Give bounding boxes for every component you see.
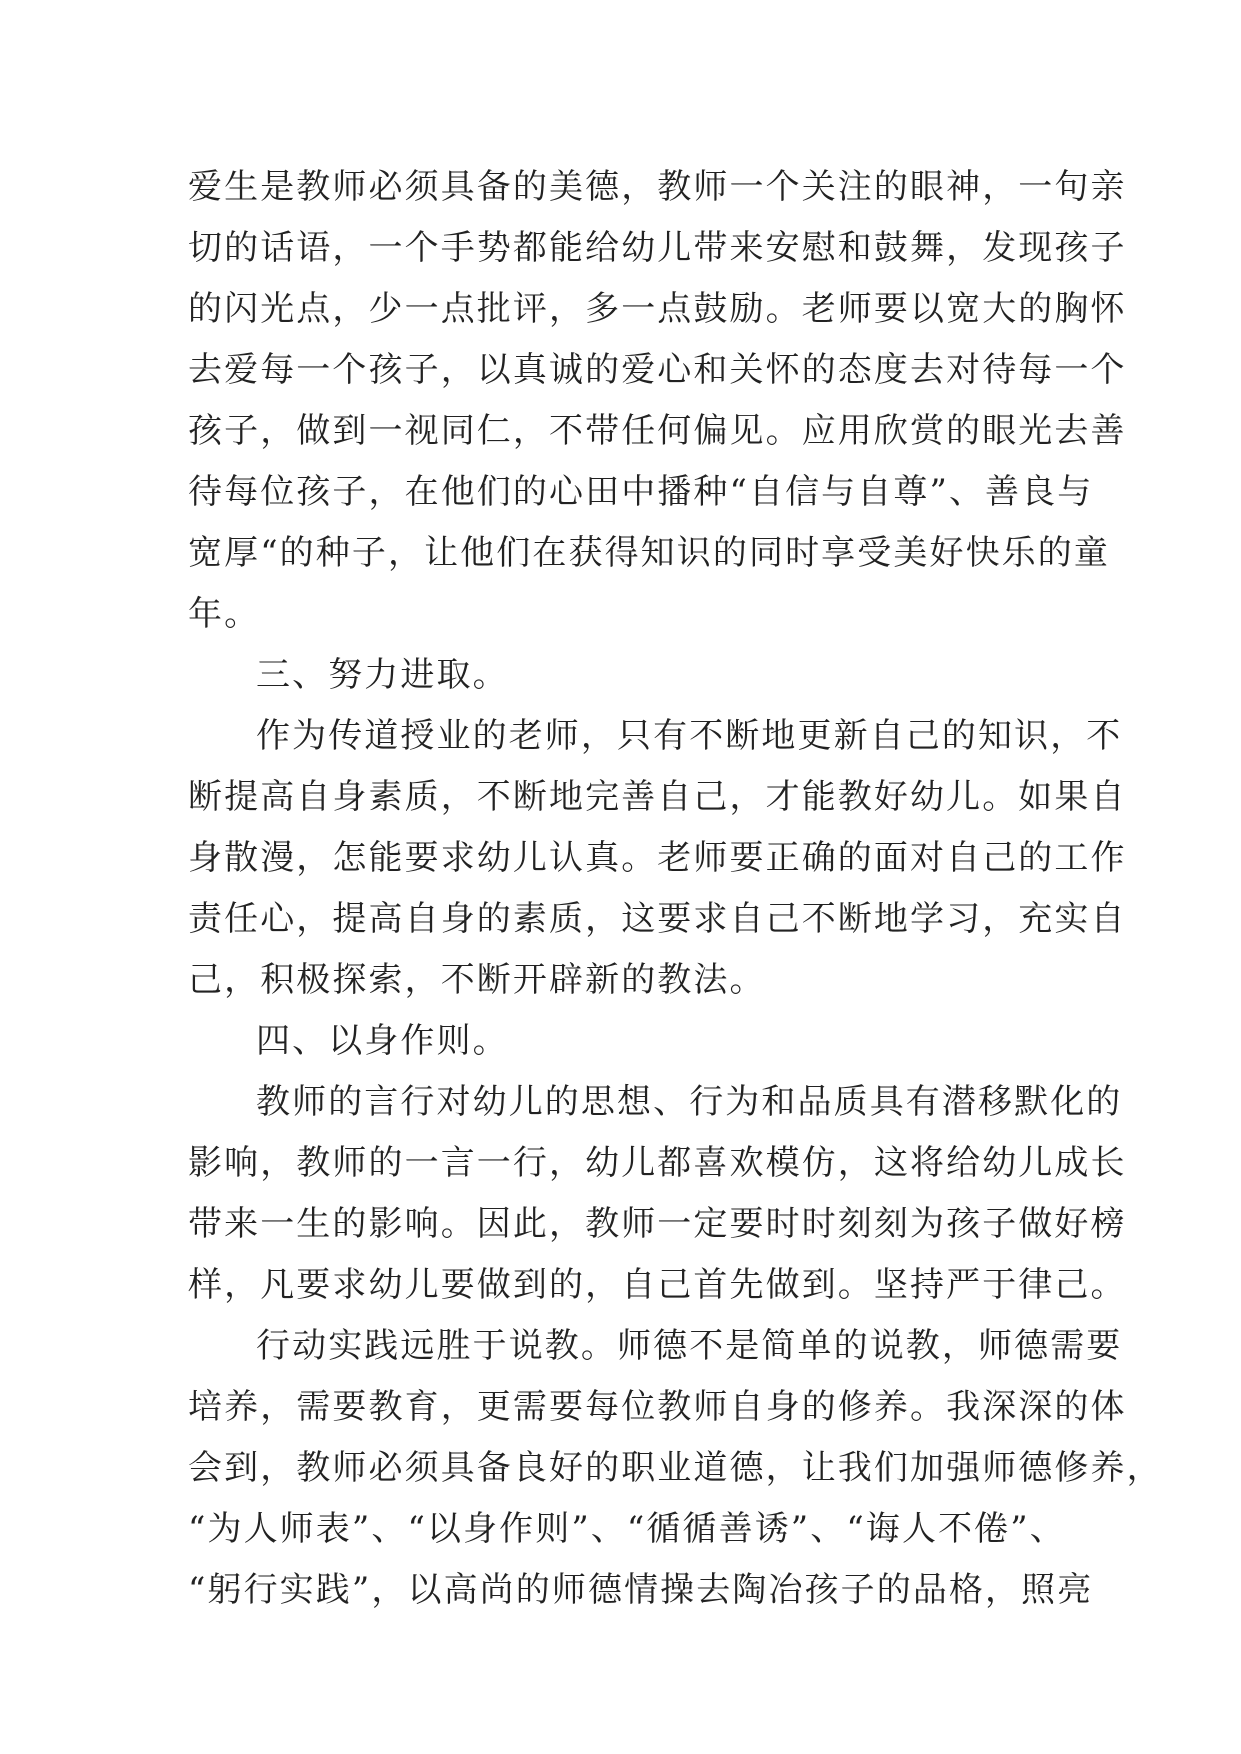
text-line: 影响，教师的一言一行，幼儿都喜欢模仿，这将给幼儿成长 — [188, 1143, 1127, 1183]
text-line: 己，积极探索，不断开辟新的教法。 — [188, 960, 766, 1000]
text-line: 的闪光点，少一点批评，多一点鼓励。老师要以宽大的胸怀 — [188, 289, 1127, 329]
text-line: 身散漫，怎能要求幼儿认真。老师要正确的面对自己的工作 — [188, 838, 1127, 878]
text-line: 带来一生的影响。因此，教师一定要时时刻刻为孩子做好榜 — [188, 1204, 1127, 1244]
text-line: 培养，需要教育，更需要每位教师自身的修养。我深深的体 — [188, 1387, 1127, 1427]
section-heading: 四、以身作则。 — [256, 1021, 509, 1061]
text-line: “躬行实践”，以高尚的师德情操去陶冶孩子的品格，照亮 — [188, 1570, 1094, 1610]
paragraph-first-line: 教师的言行对幼儿的思想、行为和品质具有潜移默化的 — [256, 1082, 1123, 1122]
paragraph-first-line: 作为传道授业的老师，只有不断地更新自己的知识，不 — [256, 716, 1123, 756]
text-line: 孩子，做到一视同仁，不带任何偏见。应用欣赏的眼光去善 — [188, 411, 1127, 451]
text-line: “为人师表”、“以身作则”、“循循善诱”、“诲人不倦”、 — [188, 1509, 1066, 1549]
text-line: 待每位孩子，在他们的心田中播种“自信与自尊”、善良与 — [188, 472, 1094, 512]
text-line: 会到，教师必须具备良好的职业道德，让我们加强师德修养， — [188, 1448, 1163, 1488]
text-line: 宽厚“的种子，让他们在获得知识的同时享受美好快乐的童 — [188, 533, 1110, 573]
section-heading: 三、努力进取。 — [256, 655, 509, 695]
text-line: 爱生是教师必须具备的美德，教师一个关注的眼神，一句亲 — [188, 167, 1127, 207]
paragraph-first-line: 行动实践远胜于说教。师德不是简单的说教，师德需要 — [256, 1326, 1123, 1366]
document-body — [188, 157, 1163, 1621]
text-line: 样，凡要求幼儿要做到的，自己首先做到。坚持严于律己。 — [188, 1265, 1127, 1305]
text-line: 切的话语，一个手势都能给幼儿带来安慰和鼓舞，发现孩子 — [188, 228, 1127, 268]
text-line: 责任心，提高自身的素质，这要求自己不断地学习，充实自 — [188, 899, 1127, 939]
text-line: 去爱每一个孩子，以真诚的爱心和关怀的态度去对待每一个 — [188, 350, 1127, 390]
text-line: 断提高自身素质，不断地完善自己，才能教好幼儿。如果自 — [188, 777, 1127, 817]
text-line: 年。 — [188, 594, 261, 634]
